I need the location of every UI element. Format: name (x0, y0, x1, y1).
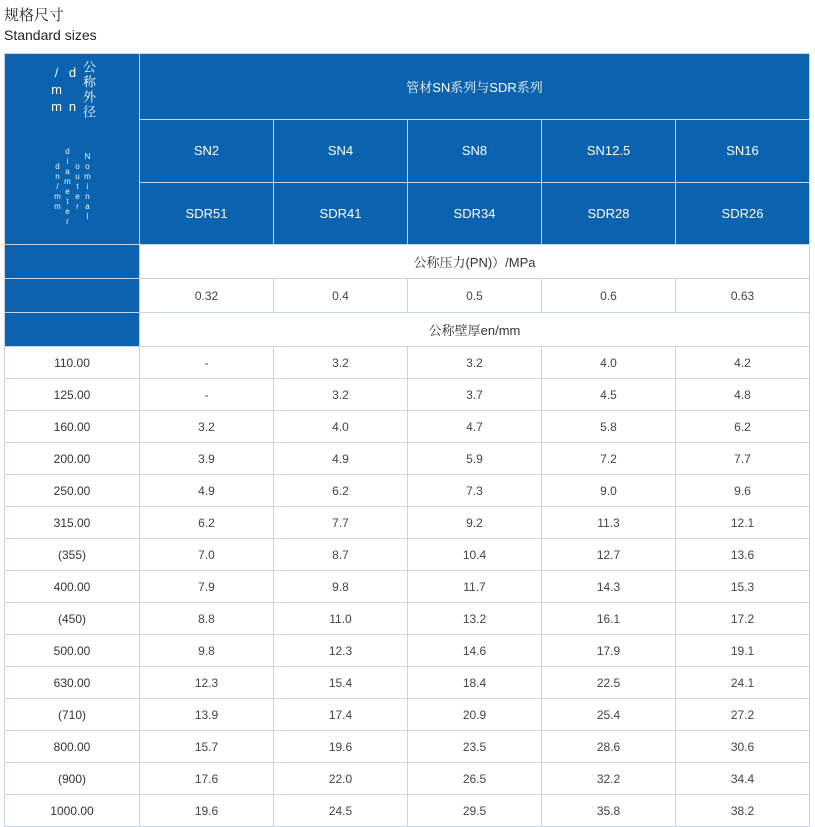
thickness-cell: 6.2 (140, 507, 274, 539)
thickness-cell: 24.5 (274, 795, 408, 827)
thickness-cell: 12.3 (140, 667, 274, 699)
thickness-cell: 14.3 (542, 571, 676, 603)
sn-cell: SN2 (140, 120, 274, 182)
sdr-cell: SDR41 (274, 182, 408, 244)
thickness-cell: 4.9 (140, 475, 274, 507)
thickness-cell: 7.3 (408, 475, 542, 507)
sdr-cell: SDR34 (408, 182, 542, 244)
standard-sizes-table (4, 53, 810, 827)
sn-cell: SN16 (676, 120, 810, 182)
thickness-cell: 28.6 (542, 731, 676, 763)
thickness-cell: 13.9 (140, 699, 274, 731)
sn-cell: SN12.5 (542, 120, 676, 182)
thickness-cell: 4.5 (542, 379, 676, 411)
thickness-cell: 6.2 (274, 475, 408, 507)
outer-diameter-cell: (900) (5, 763, 140, 795)
thickness-cell: 6.2 (676, 411, 810, 443)
outer-diameter-cell: 315.00 (5, 507, 140, 539)
thickness-cell: 34.4 (676, 763, 810, 795)
thickness-cell: 14.6 (408, 635, 542, 667)
corner-spacer-cell (5, 245, 140, 279)
thickness-cell: 4.8 (676, 379, 810, 411)
thickness-cell: 13.2 (408, 603, 542, 635)
table-row-top-header (5, 54, 810, 120)
thickness-cell: 11.0 (274, 603, 408, 635)
corner-label-cn: 公称外径d n /mm (49, 60, 96, 121)
outer-diameter-cell: (710) (5, 699, 140, 731)
thickness-cell: 27.2 (676, 699, 810, 731)
thickness-cell: 9.6 (676, 475, 810, 507)
outer-diameter-cell: 200.00 (5, 443, 140, 475)
table-row (5, 411, 810, 443)
thickness-cell: 3.2 (274, 379, 408, 411)
thickness-cell: 3.7 (408, 379, 542, 411)
thickness-cell: 7.9 (140, 571, 274, 603)
thickness-cell: 15.4 (274, 667, 408, 699)
outer-diameter-cell: 160.00 (5, 411, 140, 443)
table-row (5, 571, 810, 603)
pressure-band-label: 公称压力(PN)）/MPa (140, 245, 810, 279)
table-row (5, 635, 810, 667)
outer-diameter-cell: 400.00 (5, 571, 140, 603)
table-row-pressure-band (5, 245, 810, 279)
corner-spacer-cell (5, 313, 140, 347)
pressure-value-cell: 0.32 (140, 279, 274, 313)
table-row-pressure-values (5, 279, 810, 313)
thickness-cell: 20.9 (408, 699, 542, 731)
page-title (0, 0, 815, 45)
thickness-cell: 7.7 (274, 507, 408, 539)
thickness-cell: 25.4 (542, 699, 676, 731)
thickness-cell: 13.6 (676, 539, 810, 571)
thickness-cell: 26.5 (408, 763, 542, 795)
thickness-cell: 4.0 (542, 347, 676, 379)
thickness-cell: 18.4 (408, 667, 542, 699)
thickness-cell: 12.7 (542, 539, 676, 571)
sn-cell: SN8 (408, 120, 542, 182)
thickness-cell: 12.1 (676, 507, 810, 539)
thickness-cell: 19.6 (274, 731, 408, 763)
corner-spacer-cell (5, 279, 140, 313)
thickness-cell: - (140, 347, 274, 379)
outer-diameter-cell: 125.00 (5, 379, 140, 411)
table-row (5, 475, 810, 507)
thickness-cell: 3.9 (140, 443, 274, 475)
thickness-cell: 22.0 (274, 763, 408, 795)
table-row (5, 443, 810, 475)
table-row (5, 699, 810, 731)
thickness-cell: 10.4 (408, 539, 542, 571)
table-row (5, 603, 810, 635)
outer-diameter-cell: (450) (5, 603, 140, 635)
thickness-cell: 3.2 (408, 347, 542, 379)
corner-header-cell (5, 54, 140, 245)
table-row (5, 507, 810, 539)
thickness-cell: 4.9 (274, 443, 408, 475)
thickness-cell: 16.1 (542, 603, 676, 635)
sdr-cell: SDR28 (542, 182, 676, 244)
page-title-en: Standard sizes (4, 27, 97, 43)
corner-label-en: Nominal outer diameter dn/mm (53, 146, 92, 227)
thickness-cell: 15.7 (140, 731, 274, 763)
table-row (5, 667, 810, 699)
pressure-value-cell: 0.4 (274, 279, 408, 313)
table-row (5, 763, 810, 795)
thickness-cell: 12.3 (274, 635, 408, 667)
thickness-cell: 19.6 (140, 795, 274, 827)
outer-diameter-cell: 110.00 (5, 347, 140, 379)
thickness-cell: 3.2 (140, 411, 274, 443)
table-row (5, 731, 810, 763)
sdr-cell: SDR51 (140, 182, 274, 244)
thickness-cell: 9.2 (408, 507, 542, 539)
thickness-cell: 17.6 (140, 763, 274, 795)
outer-diameter-cell: 1000.00 (5, 795, 140, 827)
table-row (5, 379, 810, 411)
table-row-thickness-band (5, 313, 810, 347)
thickness-cell: 17.4 (274, 699, 408, 731)
thickness-cell: 32.2 (542, 763, 676, 795)
thickness-cell: 30.6 (676, 731, 810, 763)
thickness-cell: 7.7 (676, 443, 810, 475)
pressure-value-cell: 0.63 (676, 279, 810, 313)
thickness-cell: 19.1 (676, 635, 810, 667)
thickness-cell: 9.8 (274, 571, 408, 603)
thickness-cell: 24.1 (676, 667, 810, 699)
thickness-cell: 4.2 (676, 347, 810, 379)
thickness-cell: 22.5 (542, 667, 676, 699)
outer-diameter-cell: 250.00 (5, 475, 140, 507)
thickness-cell: 15.3 (676, 571, 810, 603)
thickness-cell: 9.0 (542, 475, 676, 507)
thickness-cell: 7.2 (542, 443, 676, 475)
outer-diameter-cell: 630.00 (5, 667, 140, 699)
pressure-value-cell: 0.5 (408, 279, 542, 313)
thickness-cell: 8.7 (274, 539, 408, 571)
thickness-cell: 7.0 (140, 539, 274, 571)
table-row (5, 347, 810, 379)
outer-diameter-cell: 500.00 (5, 635, 140, 667)
thickness-cell: 8.8 (140, 603, 274, 635)
thickness-band-label: 公称壁厚en/mm (140, 313, 810, 347)
thickness-cell: 35.8 (542, 795, 676, 827)
thickness-cell: 11.7 (408, 571, 542, 603)
thickness-cell: 29.5 (408, 795, 542, 827)
page-title-cn: 规格尺寸 (4, 7, 65, 24)
thickness-cell: 17.2 (676, 603, 810, 635)
top-header-cell: 管材SN系列与SDR系列 (140, 54, 810, 120)
outer-diameter-cell: (355) (5, 539, 140, 571)
table-row (5, 539, 810, 571)
sdr-cell: SDR26 (676, 182, 810, 244)
thickness-cell: 3.2 (274, 347, 408, 379)
table-row (5, 795, 810, 827)
thickness-cell: 5.9 (408, 443, 542, 475)
thickness-cell: 9.8 (140, 635, 274, 667)
thickness-cell: 11.3 (542, 507, 676, 539)
thickness-cell: 5.8 (542, 411, 676, 443)
outer-diameter-cell: 800.00 (5, 731, 140, 763)
thickness-cell: 4.7 (408, 411, 542, 443)
thickness-cell: 4.0 (274, 411, 408, 443)
thickness-cell: 23.5 (408, 731, 542, 763)
thickness-cell: 17.9 (542, 635, 676, 667)
thickness-cell: - (140, 379, 274, 411)
sn-cell: SN4 (274, 120, 408, 182)
pressure-value-cell: 0.6 (542, 279, 676, 313)
thickness-cell: 38.2 (676, 795, 810, 827)
